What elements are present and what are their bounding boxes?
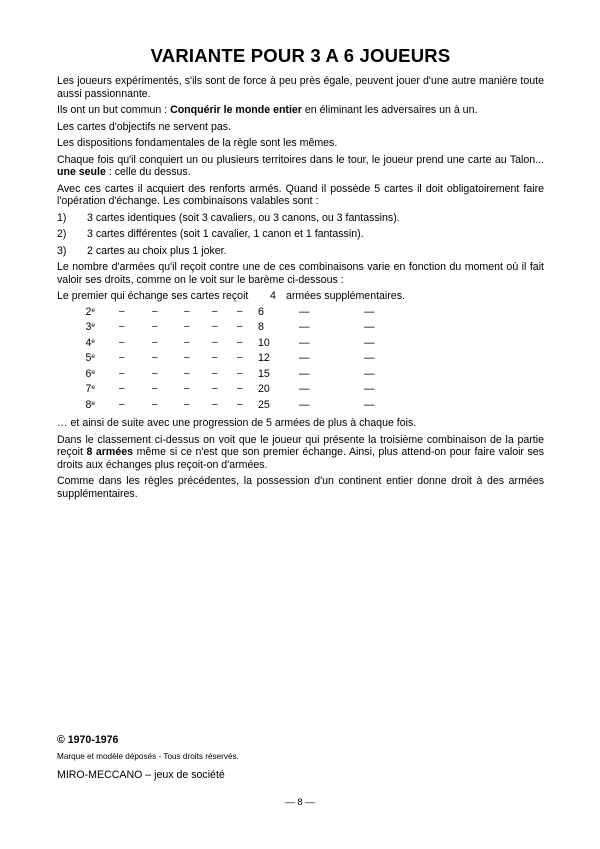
table-row [57, 337, 544, 353]
rank-suffix: e [91, 384, 95, 391]
ditto-dash: – [212, 321, 218, 332]
ditto-emdash: — [299, 352, 310, 364]
ditto-dash: – [212, 398, 218, 410]
ranking-paragraph [57, 434, 544, 472]
rank-number: 3 [85, 321, 92, 333]
rank-label [75, 337, 95, 350]
armies-table [57, 290, 544, 414]
ditto-emdash: — [364, 321, 375, 333]
rank-label [75, 321, 95, 334]
rank-label [75, 383, 95, 396]
ditto-dash: – [184, 367, 190, 379]
armies-count: 20 [258, 383, 270, 395]
ditto-dash: – [184, 352, 190, 363]
goal-paragraph [57, 104, 544, 117]
ditto-emdash: — [364, 352, 375, 364]
list-item-number: 1) [57, 211, 67, 224]
ditto-dash: – [119, 305, 125, 317]
ranking-text-after: même si ce n'est que son premier échange. Ainsi, plus attend-on pour faire valoir ses droits aux échanges plus reçoit-on d'armées. [57, 446, 544, 471]
first-exchange-count: 4 [270, 290, 276, 302]
rank-label [75, 368, 95, 381]
ditto-dash: – [212, 367, 218, 379]
ditto-dash: – [152, 383, 158, 394]
rules-paragraph: Les dispositions fondamentales de la règle sont les mêmes. [57, 137, 338, 149]
ditto-dash: – [212, 352, 218, 363]
publisher: MIRO-MECCANO – jeux de société [57, 769, 225, 781]
ditto-dash: – [119, 383, 125, 394]
ditto-dash: – [152, 398, 158, 410]
rank-suffix: e [91, 306, 95, 314]
ditto-emdash: — [364, 398, 375, 411]
footer [57, 734, 544, 782]
armies-count: 25 [258, 398, 270, 411]
rank-number: 8 [85, 398, 92, 411]
ditto-dash: – [184, 336, 190, 348]
trademark-notice: Marque et modèle déposés - Tous droits réservés. [57, 751, 239, 761]
rank-number: 5 [85, 352, 92, 364]
ditto-emdash: — [299, 336, 310, 349]
armies-count: 10 [258, 336, 270, 349]
rank-suffix: e [91, 399, 95, 407]
ditto-dash: – [237, 367, 243, 379]
rank-number: 2 [85, 305, 92, 318]
ditto-dash: – [184, 383, 190, 394]
ditto-emdash: — [299, 383, 310, 395]
table-rows [57, 306, 544, 415]
armies-count: 8 [258, 321, 264, 333]
ditto-dash: – [237, 352, 243, 363]
table-row [57, 321, 544, 337]
ditto-dash: – [237, 383, 243, 394]
ditto-dash: – [237, 398, 243, 410]
ditto-dash: – [152, 336, 158, 348]
rank-label [75, 352, 95, 365]
ditto-dash: – [184, 305, 190, 317]
ditto-emdash: — [364, 383, 375, 395]
goal-text-after: en éliminant les adversaires un à un. [301, 104, 478, 116]
progression-paragraph: … et ainsi de suite avec une progression de 5 armées de plus à chaque fois. [57, 417, 417, 429]
ditto-dash: – [237, 305, 243, 317]
ditto-dash: – [237, 336, 243, 348]
reinforcement-paragraph: Avec ces cartes il acquiert des renforts armés. Quand il possède 5 cartes il doit obligatoirement faire l'opération d'échange. Les combinaisons valables sont : [57, 182, 544, 207]
card-draw-text-before: Chaque fois qu'il conquiert un ou plusieurs territoires dans le tour, le joueur prend une carte au Talon... [57, 153, 544, 166]
ditto-dash: – [152, 352, 158, 363]
card-draw-paragraph [57, 154, 544, 179]
list-item-number: 2) [57, 228, 67, 240]
ditto-dash: – [237, 321, 243, 332]
ditto-dash: – [152, 367, 158, 379]
armies-count: 6 [258, 305, 264, 318]
ditto-emdash: — [299, 367, 310, 380]
page-title: VARIANTE POUR 3 A 6 JOUEURS [150, 45, 451, 66]
goal-text-bold: Conquérir le monde entier [170, 104, 302, 116]
armies-count: 12 [258, 352, 270, 364]
ditto-dash: – [119, 367, 125, 379]
ditto-dash: – [119, 336, 125, 348]
ditto-dash: – [184, 321, 190, 332]
ditto-emdash: — [364, 336, 375, 349]
ditto-emdash: — [364, 305, 375, 318]
armies-paragraph: Le nombre d'armées qu'il reçoit contre une de ces combinaisons varie en fonction du moment où il fait valoir ses droits, comme on le voit sur le barème ci-dessous : [57, 261, 544, 286]
page-number: — 8 — [285, 797, 315, 808]
list-item-text: 3 cartes différentes (soit 1 cavalier, 1 canon et 1 fantassin). [87, 228, 364, 240]
copyright: © 1970-1976 [57, 734, 119, 746]
ranking-text-bold: 8 armées [86, 446, 134, 458]
continent-paragraph: Comme dans les règles précédentes, la possession d'un continent entier donne droit à des armées supplémentaires. [57, 475, 544, 500]
list-item-text: 3 cartes identiques (soit 3 cavaliers, ou 3 canons, ou 3 fantassins). [87, 211, 400, 224]
list-item-text: 2 cartes au choix plus 1 joker. [87, 244, 227, 257]
objective-cards-paragraph: Les cartes d'objectifs ne servent pas. [57, 120, 231, 133]
rank-label [75, 306, 95, 319]
list-item [57, 228, 544, 241]
table-row [57, 368, 544, 384]
ditto-dash: – [119, 398, 125, 410]
rank-suffix: e [91, 368, 95, 376]
card-draw-text-bold: une seule [57, 166, 106, 178]
table-row [57, 383, 544, 399]
first-exchange-label: Le premier qui échange ses cartes reçoit [57, 290, 249, 302]
combination-list [57, 212, 544, 258]
rank-suffix: e [91, 337, 95, 345]
armies-unit: armées supplémentaires. [286, 290, 405, 302]
list-item [57, 212, 544, 225]
ditto-dash: – [212, 383, 218, 394]
ditto-dash: – [152, 305, 158, 317]
ditto-emdash: — [299, 321, 310, 333]
ditto-dash: – [212, 305, 218, 317]
table-row [57, 306, 544, 322]
list-item [57, 245, 544, 258]
ranking-text-before: Dans le classement ci-dessus on voit que le joueur qui présente la troisième combinaison de la partie reçoit [57, 433, 544, 458]
rank-number: 6 [85, 367, 92, 380]
ditto-emdash: — [364, 367, 375, 380]
rank-suffix: e [91, 353, 95, 360]
table-row [57, 290, 544, 306]
rank-number: 4 [85, 336, 92, 349]
card-draw-text-after: : celle du dessus. [105, 166, 191, 178]
ditto-dash: – [184, 398, 190, 410]
goal-text-before: Ils ont un but commun : [57, 104, 171, 116]
rank-label [75, 399, 95, 412]
rank-number: 7 [85, 383, 92, 395]
list-item-number: 3) [57, 244, 67, 257]
ditto-dash: – [119, 321, 125, 332]
armies-count: 15 [258, 367, 270, 380]
table-row [57, 352, 544, 368]
rank-suffix: e [91, 322, 95, 329]
ditto-emdash: — [299, 398, 310, 411]
intro-paragraph: Les joueurs expérimentés, s'ils sont de force à peu près égale, peuvent jouer d'une autre manière toute aussi passionnante. [57, 75, 544, 100]
ditto-dash: – [152, 321, 158, 332]
table-row [57, 399, 544, 415]
ditto-dash: – [119, 352, 125, 363]
ditto-emdash: — [299, 305, 310, 318]
document-page [57, 45, 544, 504]
ditto-dash: – [212, 336, 218, 348]
